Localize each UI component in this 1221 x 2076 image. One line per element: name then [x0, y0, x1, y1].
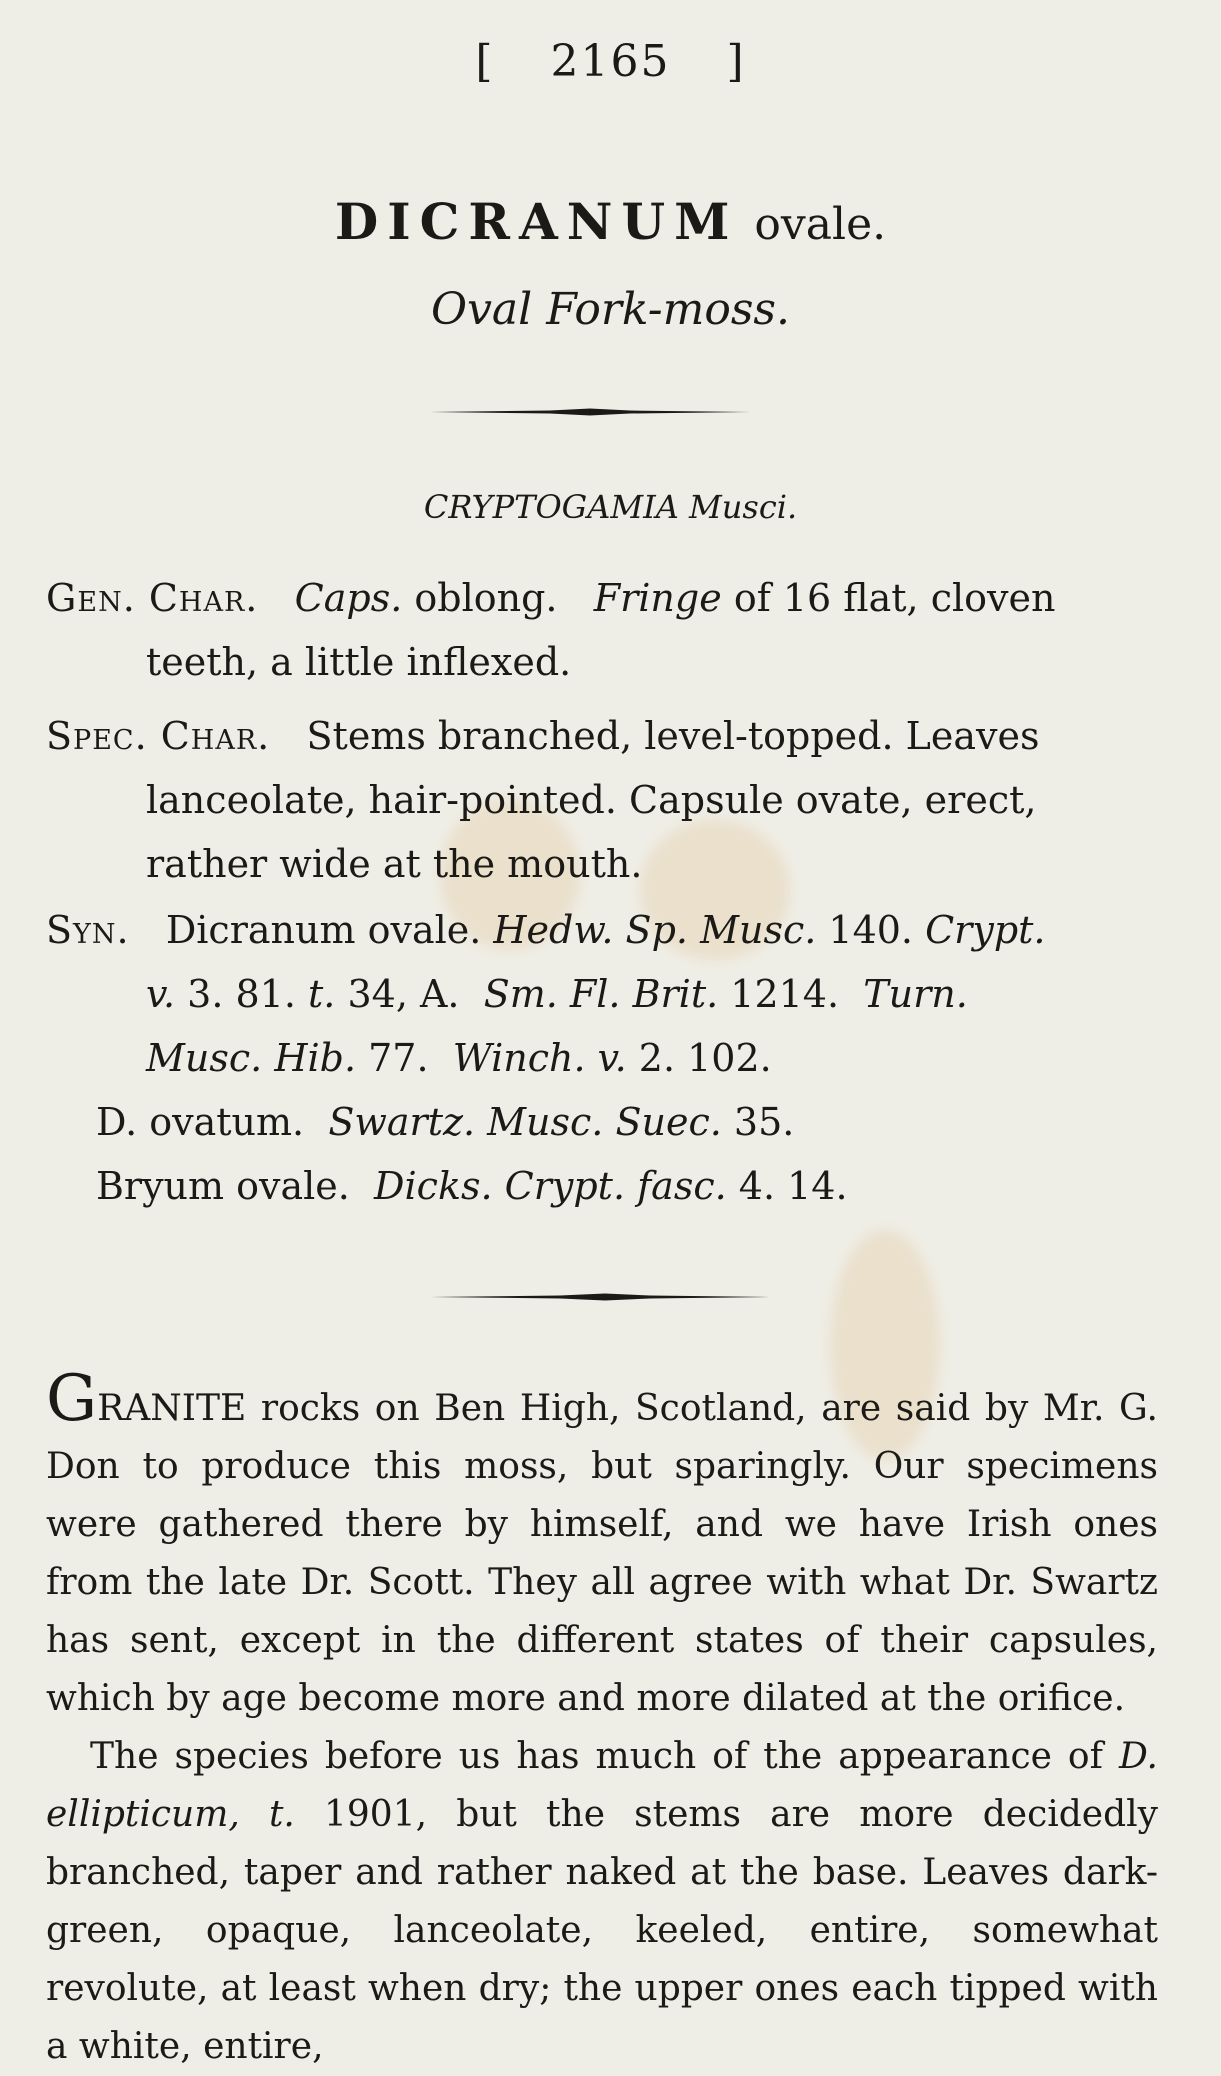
- synonym-line: [46, 1090, 1186, 1154]
- synonyms: [46, 898, 1186, 1218]
- paragraph: [46, 1362, 1158, 1728]
- synonym-reference-number: 3. 81.: [187, 972, 296, 1016]
- gen-char-line: teeth, a little inflexed.: [146, 640, 572, 684]
- synonym-name: Bryum ovale.: [96, 1164, 350, 1208]
- synonym-line: [46, 962, 1186, 1026]
- synonym-reference: Hedw. Sp. Musc.: [493, 908, 817, 952]
- synonym-name: Dicranum ovale.: [165, 908, 482, 952]
- paragraph-text: 1901, but the stems are more decidedly branched, taper and rather naked at the base. Leaves dark-green, opaque, lanceolate, keeled, entire, somewhat revolute, at least when dry; the upper ones each tipped with a white, entire,: [46, 1794, 1158, 2067]
- synonym-reference: Winch. v.: [452, 1036, 627, 1080]
- species-reference: D. ellipticum, t.: [46, 1736, 1158, 1835]
- bracket-right: ]: [726, 36, 746, 87]
- page-number-value: 2165: [550, 36, 671, 87]
- synonym-reference: t.: [308, 972, 336, 1016]
- page-title: [0, 192, 1221, 251]
- synonym-reference-number: 34, A.: [347, 972, 460, 1016]
- spec-char-line: rather wide at the mouth.: [146, 842, 643, 886]
- page-number: [0, 36, 1221, 87]
- synonym-reference: Musc. Hib.: [146, 1036, 357, 1080]
- caps-label: Caps.: [294, 576, 403, 620]
- body-text: [46, 1362, 1158, 2076]
- class-name: CRYPTOGAMIA: [423, 488, 679, 526]
- order-name: Musci.: [689, 488, 798, 526]
- syn-label: Syn.: [46, 908, 130, 952]
- synonym-reference-number: 140.: [828, 908, 914, 952]
- paragraph: [46, 1728, 1158, 2076]
- synonym-reference-number: 77.: [368, 1036, 429, 1080]
- gen-char-label: Gen. Char.: [46, 576, 259, 620]
- first-word: RANITE: [97, 1388, 247, 1429]
- synonym-name: D. ovatum.: [96, 1100, 305, 1144]
- ornamental-rule: [430, 407, 750, 417]
- fringe-text: of 16 flat, cloven: [733, 576, 1056, 620]
- synonym-reference: Dicks. Crypt. fasc.: [374, 1164, 727, 1208]
- synonym-reference: v.: [146, 972, 176, 1016]
- synonym-reference-number: 4. 14.: [738, 1164, 848, 1208]
- fringe-label: Fringe: [593, 576, 722, 620]
- genus-name: DICRANUM: [334, 192, 739, 251]
- classification: [0, 488, 1221, 526]
- spec-char-label: Spec. Char.: [46, 714, 271, 758]
- spec-char-line: Stems branched, level-topped. Leaves: [306, 714, 1040, 758]
- species-name: ovale.: [754, 199, 887, 250]
- synonym-reference-number: 35.: [733, 1100, 795, 1144]
- generic-character: [46, 566, 1186, 694]
- synonym-line: [46, 1026, 1186, 1090]
- synonym-reference: Crypt.: [925, 908, 1046, 952]
- bracket-left: [: [475, 36, 495, 87]
- synonym-reference: Turn.: [863, 972, 968, 1016]
- synonym-reference: Swartz. Musc. Suec.: [328, 1100, 722, 1144]
- caps-text: oblong.: [414, 576, 558, 620]
- common-name: Oval Fork-moss.: [431, 284, 790, 335]
- ornamental-rule: [430, 1292, 770, 1302]
- spec-char-line: lanceolate, hair-pointed. Capsule ovate, erect,: [146, 778, 1037, 822]
- drop-cap: G: [46, 1362, 98, 1436]
- synonym-reference-number: 1214.: [730, 972, 840, 1016]
- paragraph-text: The species before us has much of the appearance of: [90, 1736, 1103, 1777]
- specific-character: [46, 704, 1186, 896]
- synonym-reference: Sm. Fl. Brit.: [483, 972, 719, 1016]
- paragraph-text: rocks on Ben High, Scotland, are said by Mr. G. Don to produce this moss, but sparingly. Our specimens were gathered there by himself, and we have Irish ones from the late Dr. Scott. They all agree with what Dr. Swartz has sent, except in the different states of their capsules, which by age become more and more dilated at the orifice.: [46, 1388, 1158, 1719]
- synonym-reference-number: 2. 102.: [638, 1036, 772, 1080]
- synonym-line: [46, 1154, 1186, 1218]
